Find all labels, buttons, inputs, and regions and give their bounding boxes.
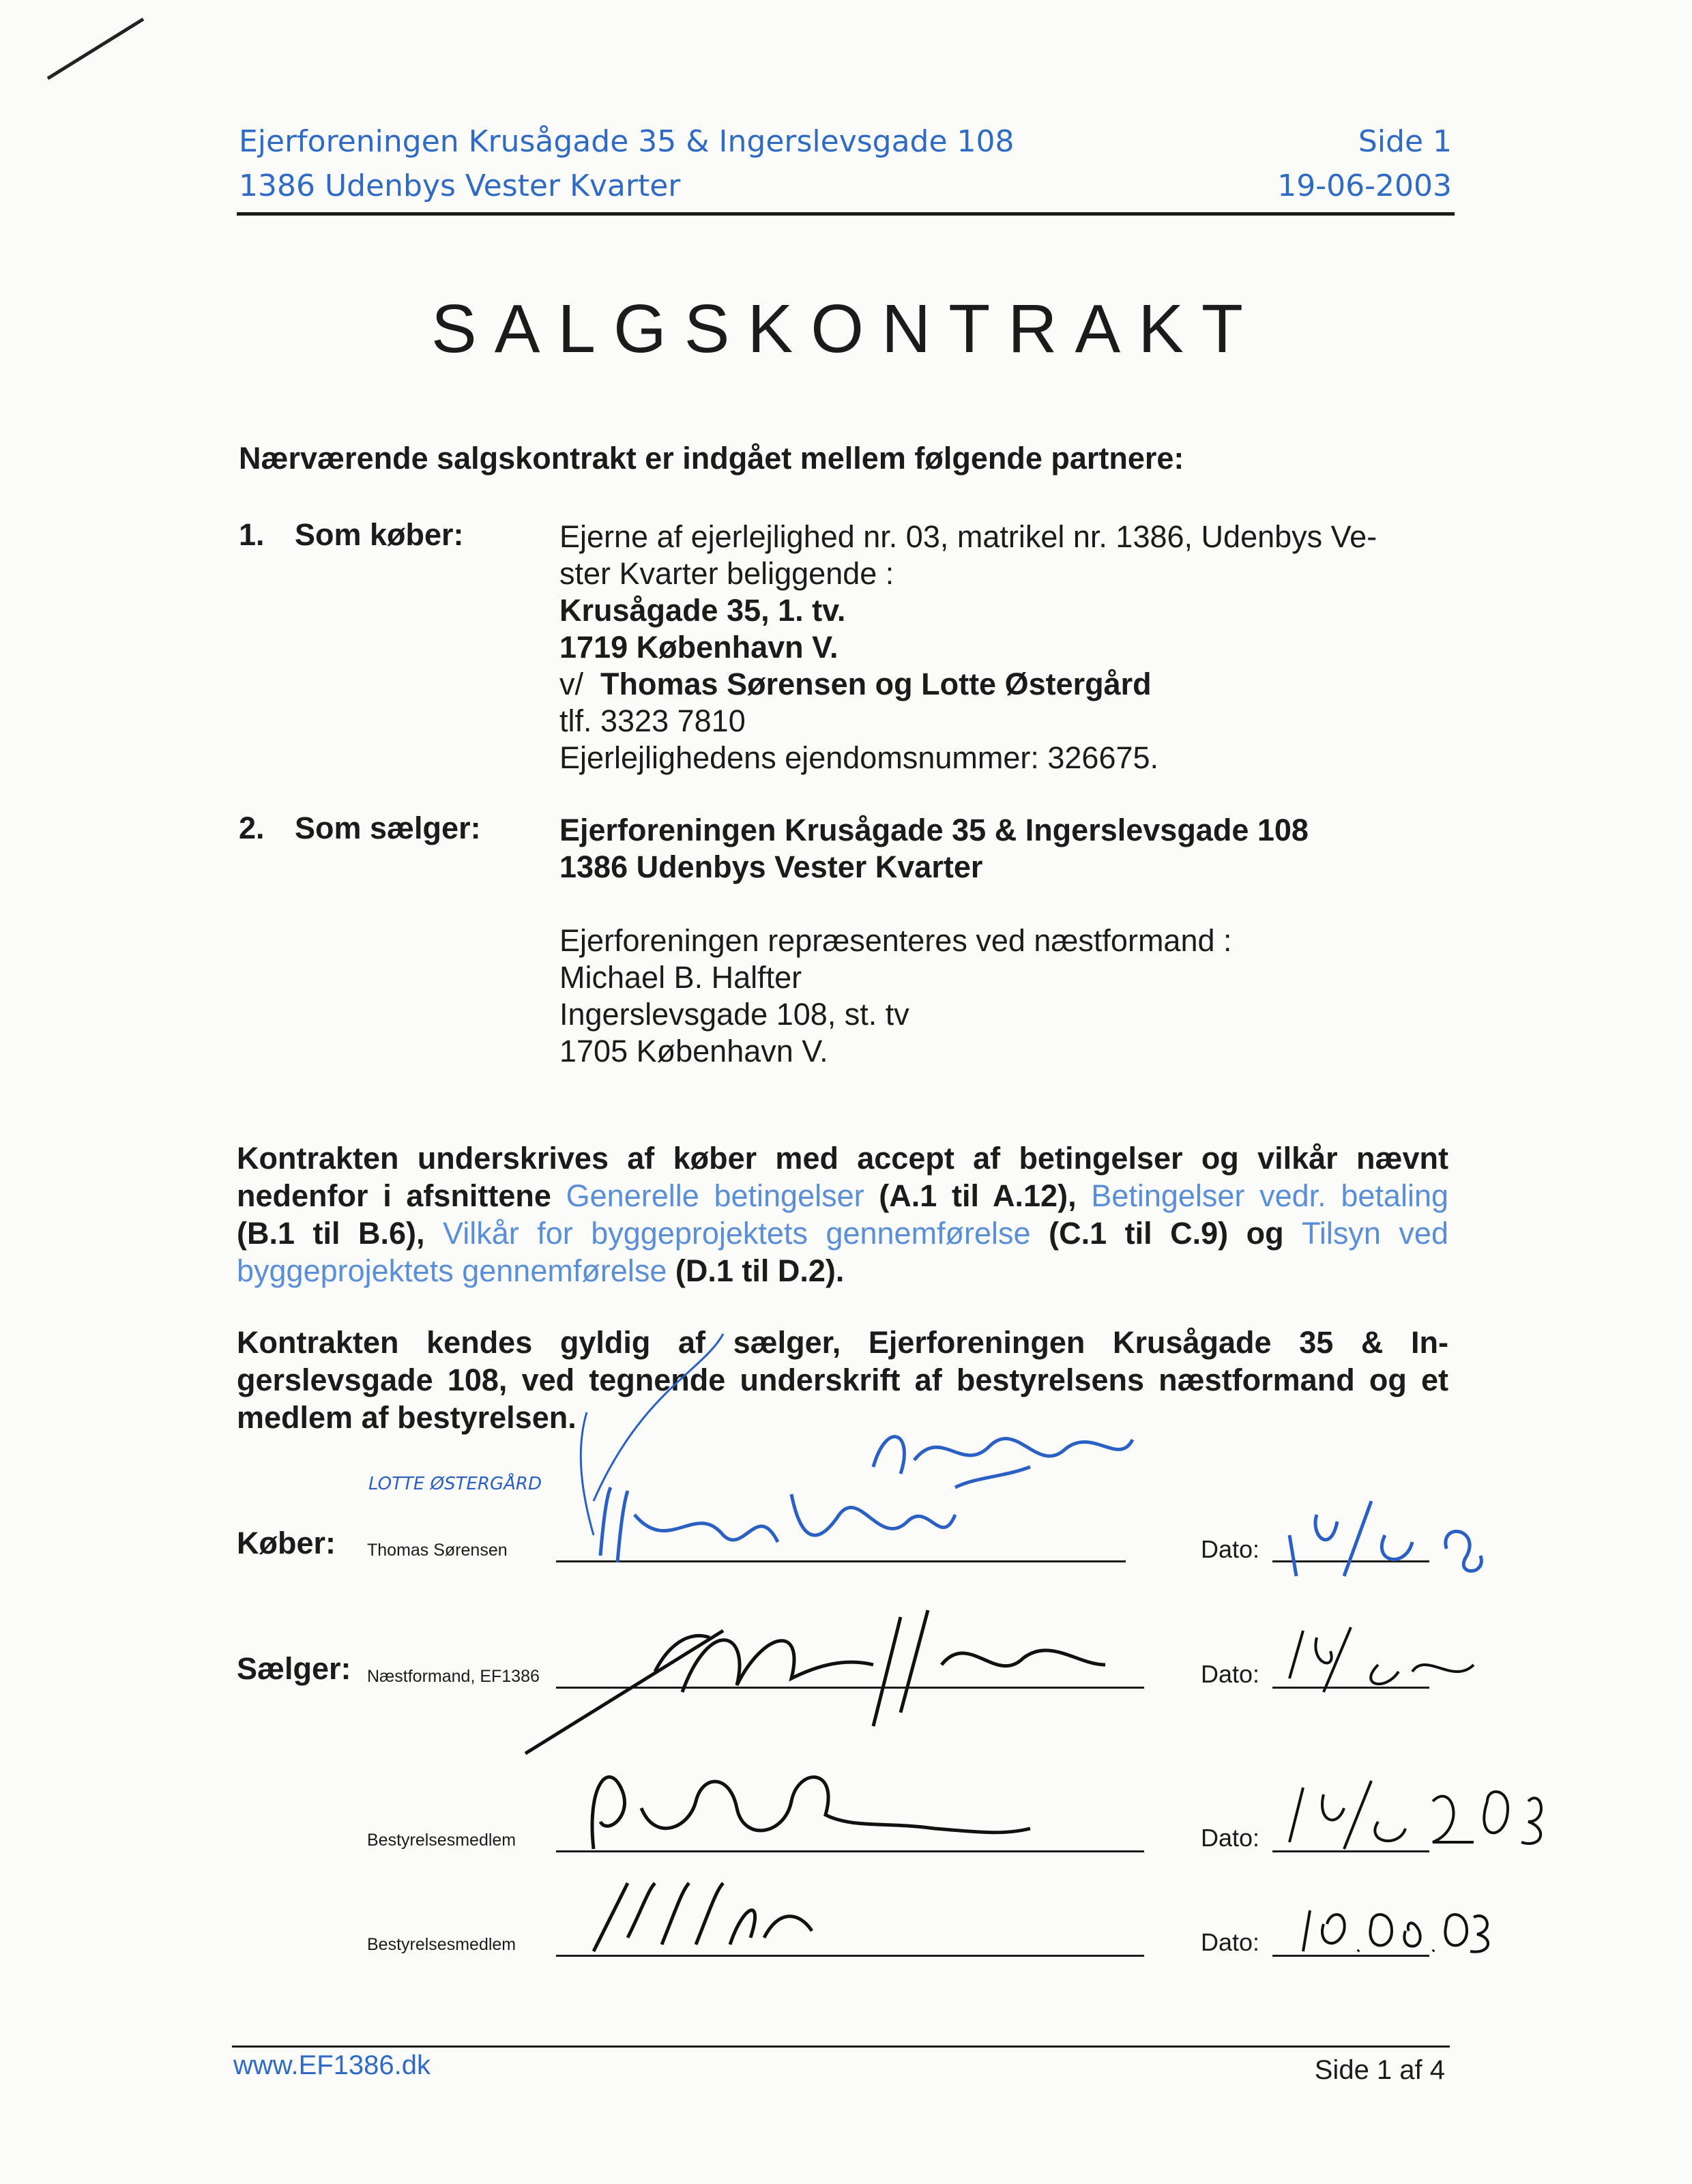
seller-org: Ejerforeningen Krusågade 35 & Ingerslevsgade 108 xyxy=(559,813,1309,847)
seller-rep-city: 1705 København V. xyxy=(559,1034,828,1068)
party-number: 2. xyxy=(239,811,265,845)
document-title: SALGSKONTRAKT xyxy=(431,291,1261,367)
footer-rule xyxy=(232,2045,1450,2048)
header-page: Side 1 xyxy=(1358,124,1452,159)
board-member1-date xyxy=(1276,1774,1549,1849)
date-label: Dato: xyxy=(1201,1928,1260,1956)
footer-website-link[interactable]: www.EF1386.dk xyxy=(233,2050,431,2080)
terms-text: (A.1 til A.12), xyxy=(864,1178,1092,1213)
buyer-signature-lotte xyxy=(860,1412,1146,1501)
buyer-city: 1719 København V. xyxy=(559,630,838,665)
board-member1-signature xyxy=(580,1747,1044,1863)
buyer-property-no: Ejerlejlighedens ejendomsnummer: 326675. xyxy=(559,740,1159,775)
party-role-buyer: Som køber: xyxy=(295,517,464,552)
terms-text: Kontrakten underskrives af køber med accept af betingelser og vilkår nævnt nedenfor i afsnittene xyxy=(237,1141,1448,1213)
seller-rep-intro: Ejerforeningen repræsenteres ved næstformand : xyxy=(559,923,1232,958)
seller-label: Sælger: xyxy=(237,1651,351,1686)
date-label: Dato: xyxy=(1201,1824,1260,1852)
header-date: 19-06-2003 xyxy=(1277,169,1452,203)
footer-page-number: Side 1 af 4 xyxy=(1314,2055,1445,2085)
seller-name: Næstformand, EF1386 xyxy=(367,1667,540,1686)
board-member-label: Bestyrelsesmedlem xyxy=(367,1935,516,1954)
party-number: 1. xyxy=(239,517,265,552)
seller-rep-street: Ingerslevsgade 108, st. tv xyxy=(559,997,909,1032)
header-rule xyxy=(237,212,1455,216)
terms-text: (B.1 til B.6), xyxy=(237,1216,443,1251)
buyer-phone: tlf. 3323 7810 xyxy=(559,703,746,738)
buyer-street: Krusågade 35, 1. tv. xyxy=(559,593,846,628)
buyer-date-handwritten xyxy=(1269,1494,1494,1583)
pen-mark xyxy=(41,14,150,89)
buyer-label: Køber: xyxy=(237,1526,336,1560)
board-member2-date xyxy=(1289,1897,1494,1958)
link-betingelser-betaling[interactable]: Betingelser vedr. betaling xyxy=(1091,1178,1448,1213)
terms-text: (C.1 til C.9) og xyxy=(1030,1216,1302,1251)
buyer-name: Thomas Sørensen xyxy=(367,1541,508,1560)
header-org: Ejerforeningen Krusågade 35 & Ingerslevsgade 108 xyxy=(239,124,1015,159)
buyer-names-line xyxy=(559,666,1377,703)
board-member-label: Bestyrelsesmedlem xyxy=(367,1831,516,1850)
terms-text: (D.1 til D.2). xyxy=(667,1253,845,1288)
buyer-names: Thomas Sørensen og Lotte Østergård xyxy=(600,667,1152,701)
buyer-line1: Ejerne af ejerlejlighed nr. 03, matrikel nr. 1386, Udenbys Ve- xyxy=(559,519,1377,554)
via-prefix: v/ xyxy=(559,667,584,701)
validity-paragraph: Kontrakten kendes gyldig af sælger, Ejerforeningen Krusågade 35 & Ingerslevsgade 108, ved tegnende underskrift af bestyrelsens næstformand og et medlem af bestyrelsen. xyxy=(237,1325,1448,1435)
board-member2-signature xyxy=(587,1869,832,1958)
seller-rep-name: Michael B. Halfter xyxy=(559,960,802,995)
date-line xyxy=(1272,1850,1429,1852)
link-generelle-betingelser[interactable]: Generelle betingelser xyxy=(566,1178,864,1213)
header-address: 1386 Udenbys Vester Kvarter xyxy=(239,169,681,203)
link-vilkaar-byggeprojekt[interactable]: Vilkår for byggeprojektets gennemførelse xyxy=(443,1216,1031,1251)
seller-org-address: 1386 Udenbys Vester Kvarter xyxy=(559,849,983,884)
intro-text: Nærværende salgskontrakt er indgået mellem følgende partnere: xyxy=(239,441,1184,476)
buyer-handwritten-caption: LOTTE ØSTERGÅRD xyxy=(368,1474,542,1494)
buyer-details xyxy=(559,519,1377,776)
seller-date-handwritten xyxy=(1276,1624,1494,1699)
buyer-line2: ster Kvarter beliggende : xyxy=(559,556,894,591)
seller-signature xyxy=(519,1590,1119,1760)
seller-details xyxy=(559,812,1309,1070)
terms-paragraph xyxy=(237,1139,1448,1290)
party-role-seller: Som sælger: xyxy=(295,811,481,845)
date-label: Dato: xyxy=(1201,1660,1260,1688)
date-label: Dato: xyxy=(1201,1535,1260,1563)
link-tilsyn-byggeprojekt[interactable]: Tilsyn ved byggeprojektets gennemførelse xyxy=(237,1216,1448,1288)
